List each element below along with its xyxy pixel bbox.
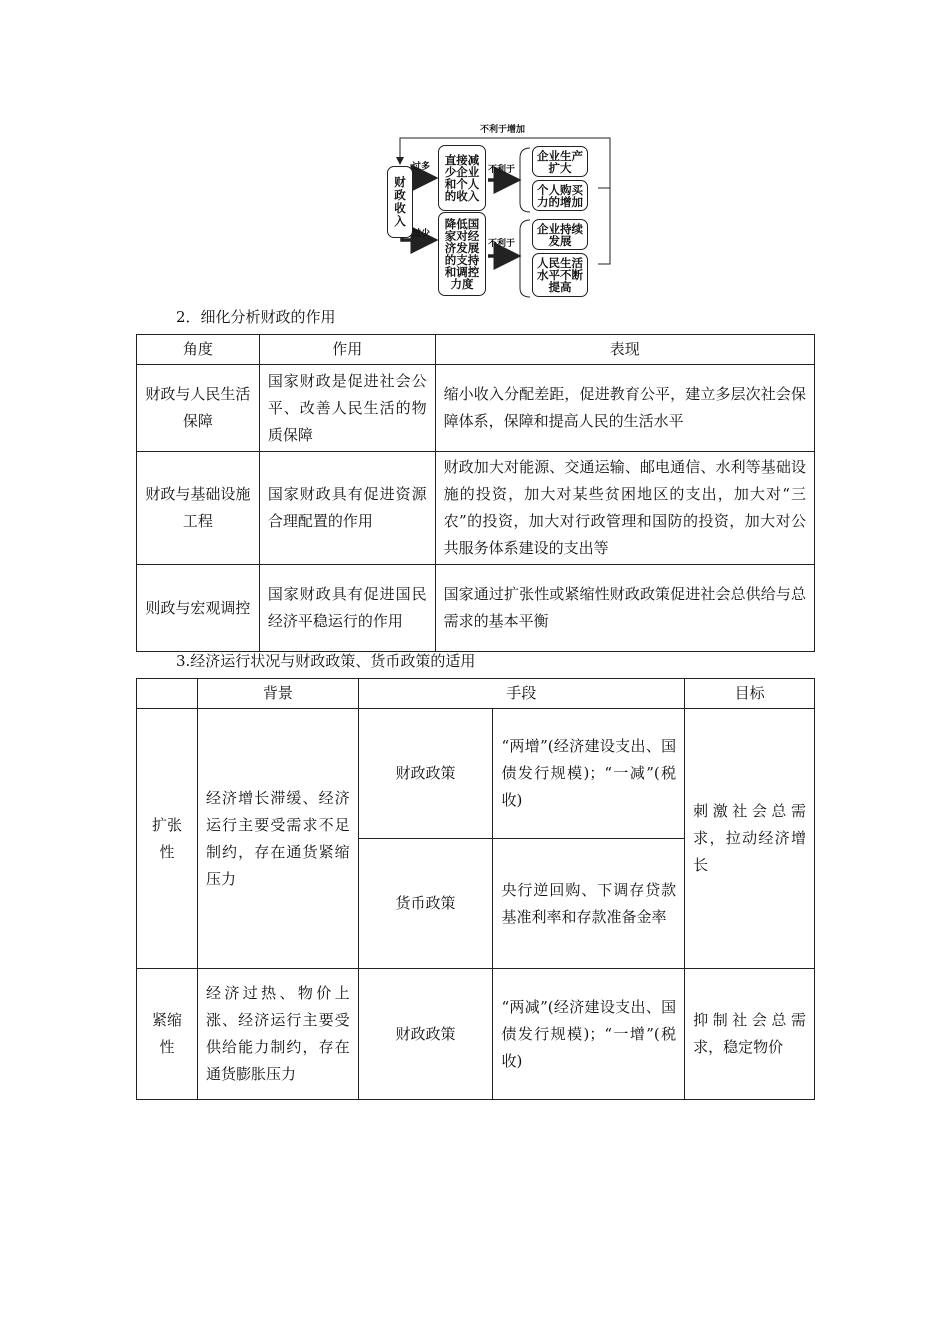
policy-table [136,678,815,1100]
table-row [137,709,815,839]
row-manifestation: 国家通过扩张性或紧缩性财政政策促进社会总供给与总需求的基本平衡 [435,565,814,652]
shortage-effect-box: 降低国家对经济发展的支持和调控力度 [438,212,486,296]
contraction-goal: 抑制社会总需求，稳定物价 [685,969,815,1100]
outcome-box-4: 人民生活水平不断提高 [532,253,588,297]
contraction-label: 紧缩性 [137,969,198,1100]
row-role: 国家财政是促进社会公平、改善人民生活的物质保障 [259,365,435,452]
header-background: 背景 [197,679,358,709]
expansion-fiscal-policy: 财政政策 [358,709,493,839]
not-conducive-label-1: 不利于 [488,165,516,175]
root-box: 财政收入 [387,166,413,238]
row-angle: 则政与宏观调控 [137,565,260,652]
top-label: 不利于增加 [480,125,526,135]
contraction-fiscal-measure: “两减”(经济建设支出、国债发行规模)；“一增”(税收) [493,969,685,1100]
expansion-monetary-policy: 货币政策 [358,839,493,969]
table-header-row [137,335,815,365]
header-role: 作用 [259,335,435,365]
contraction-fiscal-policy: 财政政策 [358,969,493,1100]
table-row [137,565,815,652]
fiscal-revenue-diagram [380,118,620,308]
table-header-row [137,679,815,709]
row-role: 国家财政具有促进国民经济平稳运行的作用 [259,565,435,652]
expansion-background: 经济增长滞缓、经济运行主要受需求不足制约，存在通货紧缩压力 [197,709,358,969]
row-role: 国家财政具有促进资源合理配置的作用 [259,452,435,565]
row-manifestation: 缩小收入分配差距，促进教育公平，建立多层次社会保障体系，保障和提高人民的生活水平 [435,365,814,452]
table-row [137,365,815,452]
header-angle: 角度 [137,335,260,365]
fiscal-role-table [136,334,815,652]
header-blank [137,679,198,709]
header-goal: 目标 [685,679,815,709]
expansion-monetary-measure: 央行逆回购、下调存贷款基准利率和存款准备金率 [493,839,685,969]
section2-heading: 2．细化分析财政的作用 [176,308,336,326]
excess-effect-box: 直接减少企业和个人的收入 [438,145,486,211]
contraction-background: 经济过热、物价上涨、经济运行主要受供给能力制约，存在通货膨胀压力 [197,969,358,1100]
header-manifestation: 表现 [435,335,814,365]
row-angle: 财政与基础设施工程 [137,452,260,565]
table-row [137,969,815,1100]
table-row [137,452,815,565]
outcome-box-2: 个人购买力的增加 [532,180,588,211]
outcome-box-3: 企业持续发展 [532,219,588,250]
excess-label: 过多 [412,162,431,172]
expansion-label: 扩张性 [137,709,198,969]
expansion-fiscal-measure: “两增”(经济建设支出、国债发行规模)；“一减”(税收) [493,709,685,839]
header-means: 手段 [358,679,684,709]
outcome-box-1: 企业生产扩大 [532,146,588,177]
not-conducive-label-2: 不利于 [488,239,516,249]
expansion-goal: 刺激社会总需求，拉动经济增长 [685,709,815,969]
row-angle: 财政与人民生活保障 [137,365,260,452]
row-manifestation: 财政加大对能源、交通运输、邮电通信、水利等基础设施的投资，加大对某些贫困地区的支出，加大对“三农”的投资，加大对行政管理和国防的投资，加大对公共服务体系建设的支出等 [435,452,814,565]
section3-heading: 3.经济运行状况与财政政策、货币政策的适用 [176,652,476,670]
shortage-label: 过少 [412,229,431,239]
